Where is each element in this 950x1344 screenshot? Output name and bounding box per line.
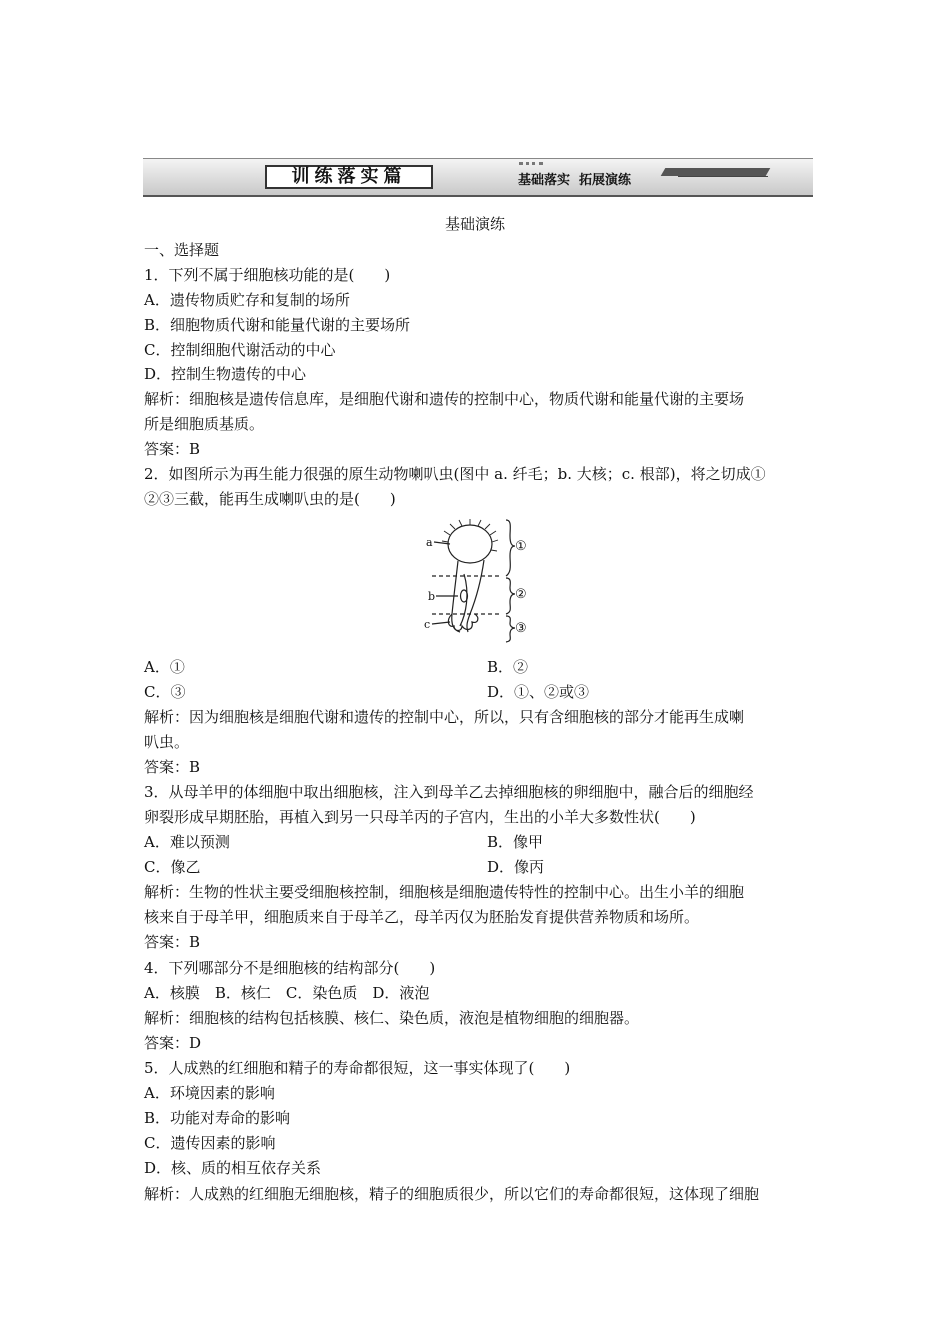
- decorative-dots: [519, 162, 543, 168]
- q4-stem: 4．下列哪部分不是细胞核的结构部分( ): [144, 959, 436, 977]
- q3-option-a: A．难以预测: [144, 833, 230, 851]
- q5-option-d: D．核、质的相互依存关系: [144, 1159, 322, 1177]
- label-a: a: [426, 536, 433, 549]
- q5-analysis-line-1: 解析：人成熟的红细胞无细胞核，精子的细胞质很少，所以它们的寿命都很短，这体现了细胞: [144, 1185, 760, 1203]
- q2-option-c: C．③: [144, 683, 186, 701]
- label-c: c: [424, 618, 431, 631]
- banner-title: 训练落实篇: [265, 165, 433, 189]
- decorative-line: [678, 176, 768, 177]
- q2-stem-line-1: 2．如图所示为再生能力很强的原生动物喇叭虫(图中 a. 纤毛；b. 大核；c. 根部)，将之切成①: [144, 465, 766, 483]
- q3-analysis-line-2: 核来自于母羊甲，细胞质来自于母羊乙，母羊丙仅为胚胎发育提供营养物质和场所。: [144, 908, 700, 926]
- q2-option-b: B．②: [487, 658, 529, 676]
- q3-option-c: C．像乙: [144, 858, 201, 876]
- q4-answer: 答案：D: [144, 1034, 202, 1052]
- q4-options: A．核膜 B．核仁 C．染色质 D．液泡: [144, 984, 430, 1002]
- q3-stem-line-2: 卵裂形成早期胚胎，再植入到另一只母羊丙的子宫内，生出的小羊大多数性状( ): [144, 808, 696, 826]
- q1-option-b: B．细胞物质代谢和能量代谢的主要场所: [144, 316, 411, 334]
- q2-option-d: D．①、②或③: [487, 683, 590, 701]
- q4-analysis: 解析：细胞核的结构包括核膜、核仁、染色质，液泡是植物细胞的细胞器。: [144, 1009, 640, 1027]
- q3-option-d: D．像丙: [487, 858, 545, 876]
- label-part-2: ②: [515, 587, 527, 602]
- part-title: 一、选择题: [144, 241, 220, 259]
- q2-analysis-line-1: 解析：因为细胞核是细胞代谢和遗传的控制中心，所以，只有含细胞核的部分才能再生成喇: [144, 708, 745, 726]
- section-heading: 基础演练: [444, 215, 505, 233]
- q5-option-b: B．功能对寿命的影响: [144, 1109, 291, 1127]
- q2-option-a: A．①: [144, 658, 185, 676]
- label-part-1: ①: [515, 539, 527, 554]
- q1-option-c: C．控制细胞代谢活动的中心: [144, 341, 336, 359]
- q3-option-b: B．像甲: [487, 833, 544, 851]
- q1-analysis-line-2: 所是细胞质基质。: [144, 415, 265, 433]
- q5-stem: 5．人成熟的红细胞和精子的寿命都很短，这一事实体现了( ): [144, 1059, 571, 1077]
- q1-option-d: D．控制生物遗传的中心: [144, 365, 307, 383]
- q1-option-a: A．遗传物质贮存和复制的场所: [144, 291, 350, 309]
- q1-answer: 答案：B: [144, 440, 201, 458]
- q2-analysis-line-2: 叭虫。: [144, 733, 190, 751]
- q1-stem: 1．下列不属于细胞核功能的是( ): [144, 266, 391, 284]
- banner-subtitle: 基础落实 拓展演练: [518, 173, 632, 188]
- trumpet-animalcule-diagram: [420, 514, 540, 644]
- q3-answer: 答案：B: [144, 933, 201, 951]
- q2-stem-line-2: ②③三截，能再生成喇叭虫的是( ): [144, 490, 396, 508]
- label-b: b: [428, 590, 436, 603]
- decorative-stripe: [661, 168, 771, 176]
- q3-analysis-line-1: 解析：生物的性状主要受细胞核控制，细胞核是细胞遗传特性的控制中心。出生小羊的细胞: [144, 883, 745, 901]
- section-banner: [143, 158, 813, 197]
- q2-answer: 答案：B: [144, 758, 201, 776]
- label-part-3: ③: [515, 621, 527, 636]
- q1-analysis-line-1: 解析：细胞核是遗传信息库，是细胞代谢和遗传的控制中心，物质代谢和能量代谢的主要场: [144, 390, 745, 408]
- q5-option-a: A．环境因素的影响: [144, 1084, 275, 1102]
- q5-option-c: C．遗传因素的影响: [144, 1134, 276, 1152]
- q3-stem-line-1: 3．从母羊甲的体细胞中取出细胞核，注入到母羊乙去掉细胞核的卵细胞中，融合后的细胞经: [144, 783, 754, 801]
